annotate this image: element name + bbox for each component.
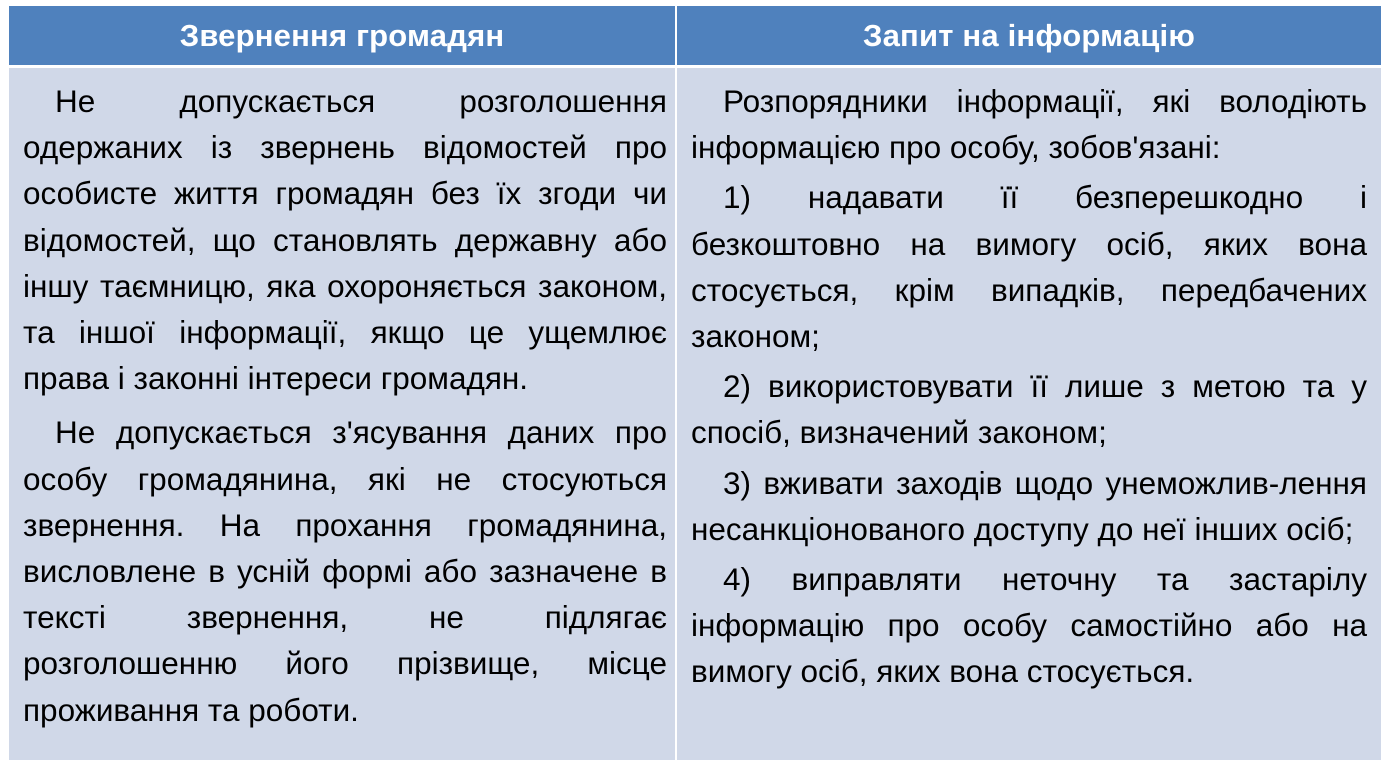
- right-paragraph-intro: Розпорядники інформації, які володіють інформацією про особу, зобов'язані:: [691, 83, 1367, 166]
- right-paragraph-item-1: 1) надавати її безперешкодно і безкоштовно на вимогу осіб, яких вона стосується, крім випадків, передбачених законом;: [691, 179, 1367, 355]
- information-request-cell: [677, 68, 1381, 760]
- comparison-table: [9, 6, 1381, 760]
- left-paragraph-1: Не допускається розголошення одержаних із звернень відомостей про особисте життя громадян без їх згоди чи відомостей, що становлять державну або іншу таємницю, яка охороняється законом, та іншої інформації, якщо це ущемлює права і законні інтереси громадян.: [23, 83, 667, 397]
- citizens-appeals-cell: [9, 68, 677, 760]
- left-paragraph-2: Не допускається з'ясування даних про особу громадянина, які не стосуються звернення. На прохання громадянина, висловлене в усній формі або зазначене в тексті звернення, не підлягає розголошенню його прізвище, місце проживання та роботи.: [23, 414, 667, 728]
- right-paragraph-item-3: 3) вживати заходів щодо унеможлив-лення несанкціонованого доступу до неї інших осіб;: [691, 464, 1367, 547]
- right-paragraph-item-2: 2) використовувати її лише з метою та у спосіб, визначений законом;: [691, 368, 1367, 451]
- header-information-request: Запит на інформацію: [677, 6, 1381, 68]
- right-paragraph-item-4: 4) виправляти неточну та застарілу інформацію про особу самостійно або на вимогу осіб, яких вона стосується.: [691, 561, 1367, 690]
- header-citizens-appeals: Звернення громадян: [9, 6, 677, 68]
